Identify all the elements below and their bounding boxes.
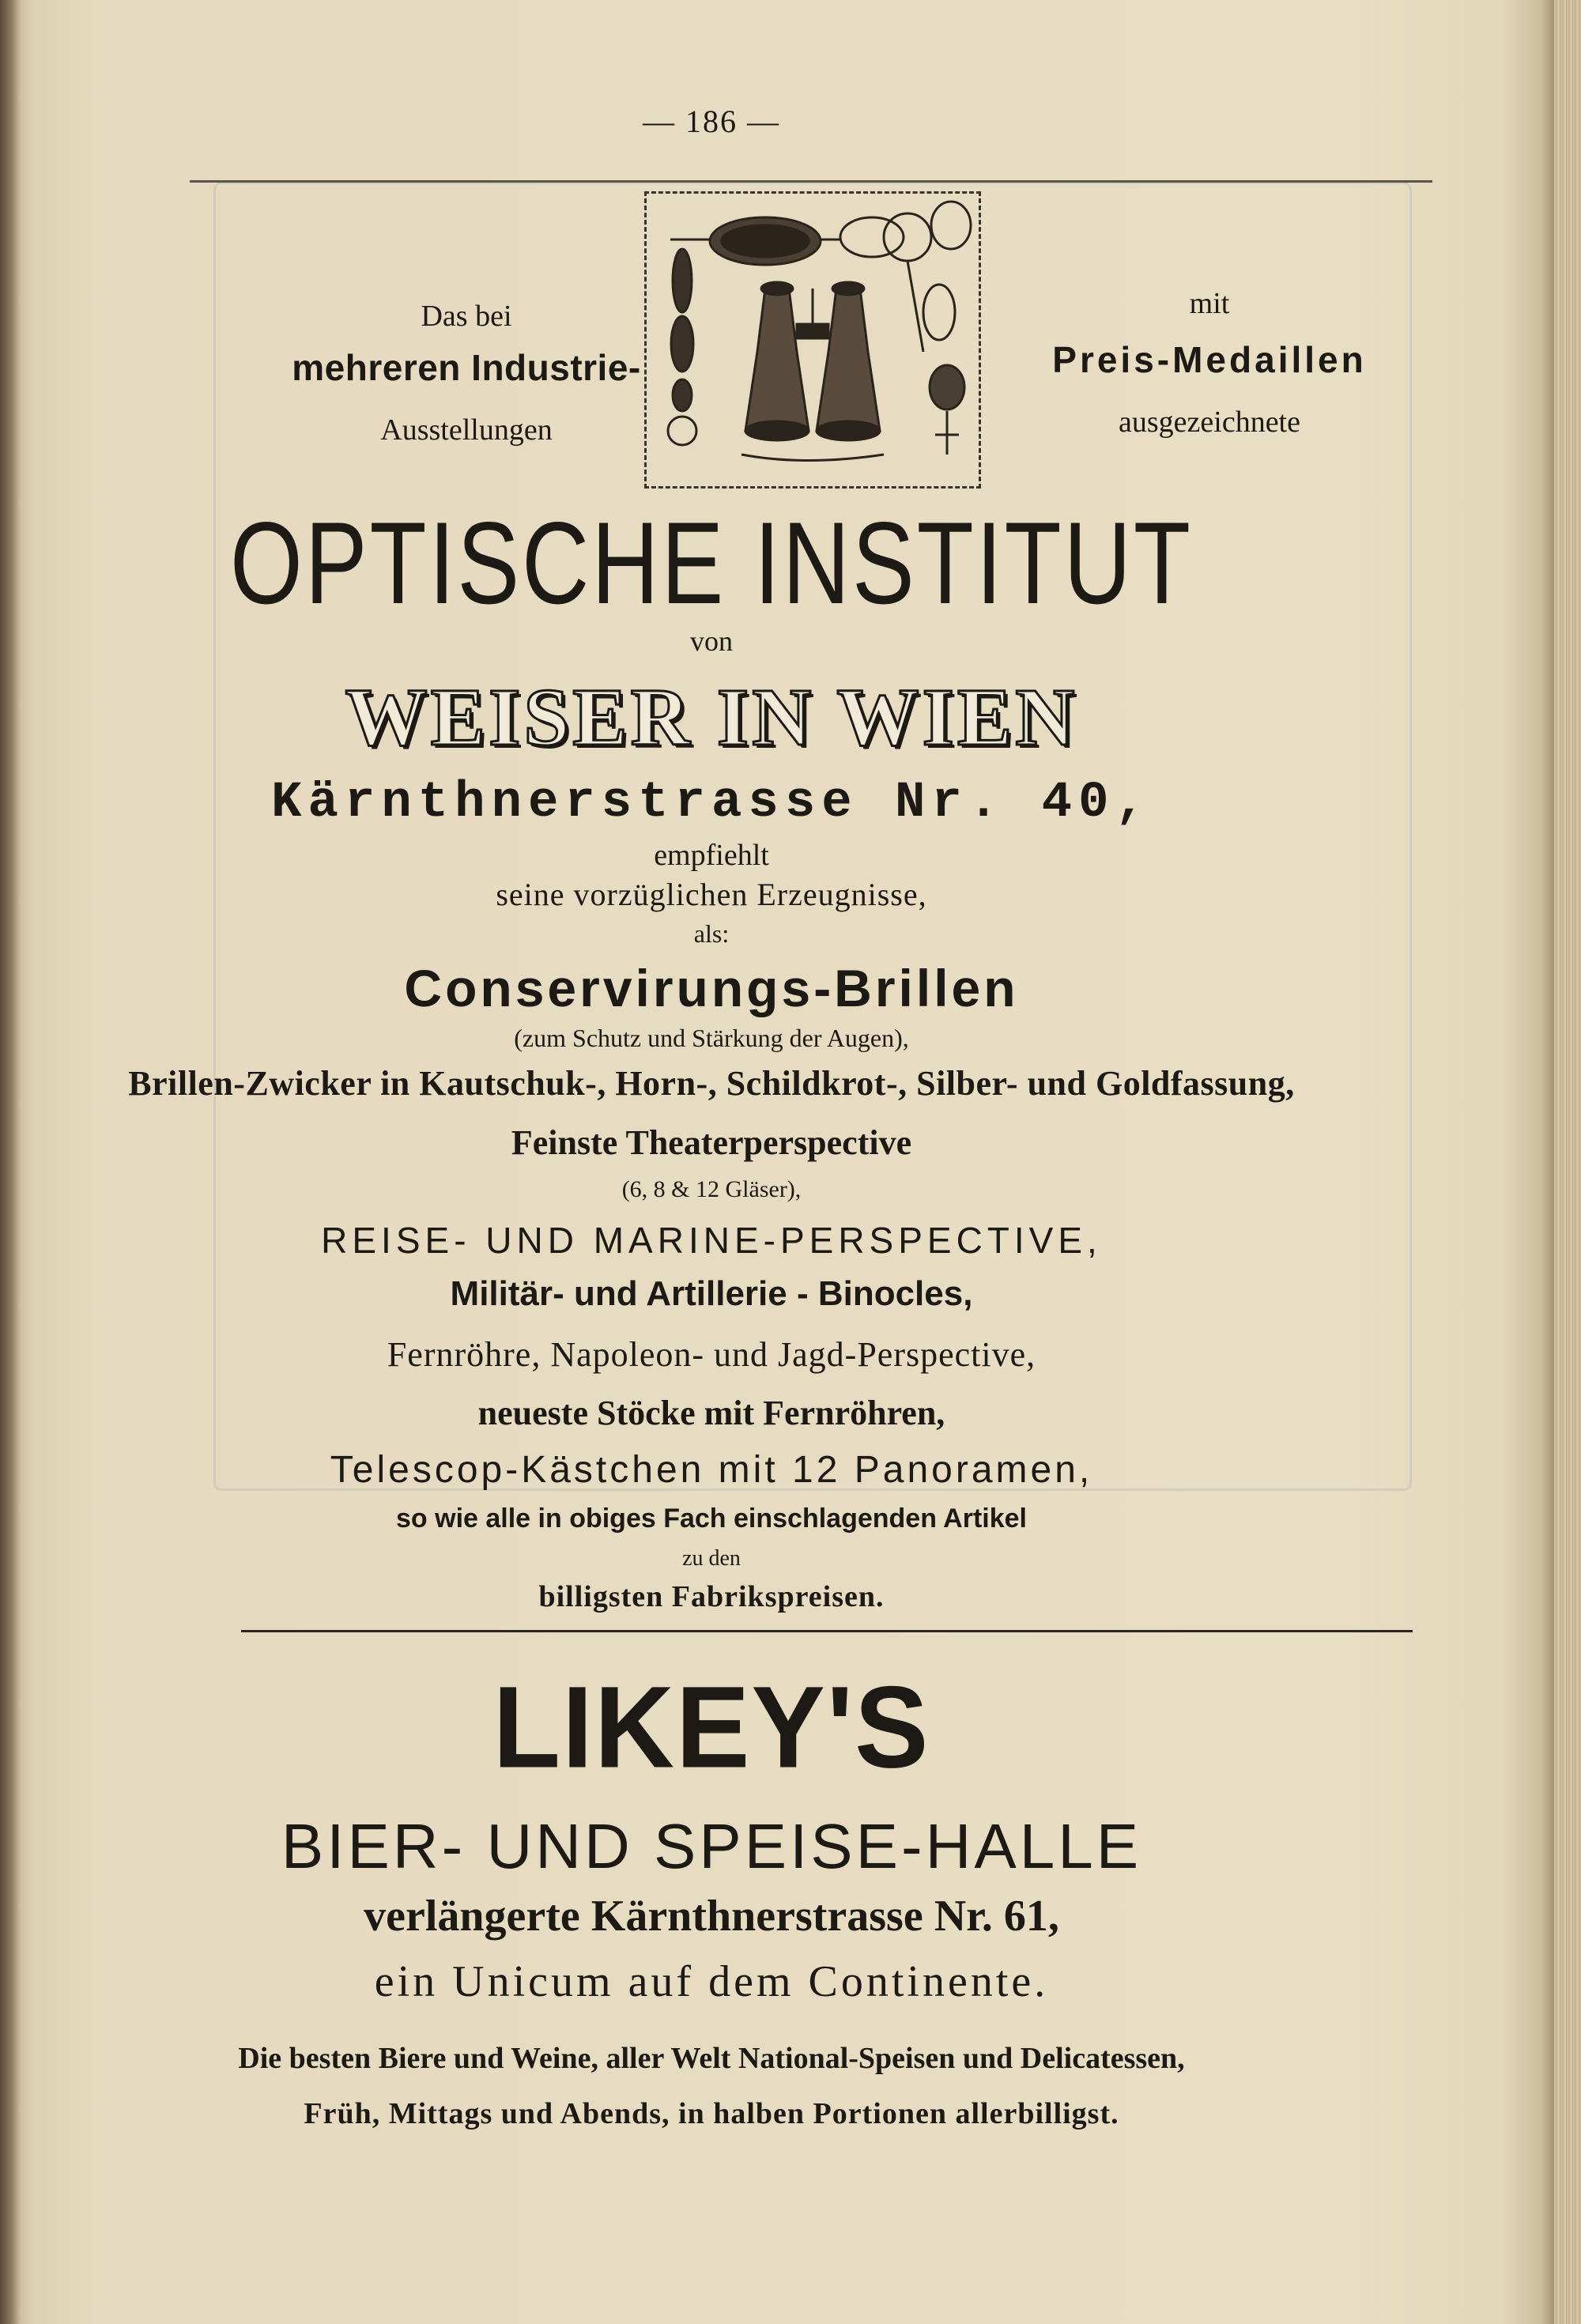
product-note: (zum Schutz und Stärkung der Augen), xyxy=(514,1024,909,1052)
glaser-line: (6, 8 & 12 Gläser), xyxy=(621,1176,802,1202)
likey-besten: Die besten Biere und Weine, aller Welt National-Speisen und Delicatessen, xyxy=(238,2042,1185,2075)
reise-line: REISE- UND MARINE-PERSPECTIVE, xyxy=(321,1220,1102,1261)
telescop-line: Telescop-Kästchen mit 12 Panoramen, xyxy=(330,1449,1093,1491)
stocke-line: neueste Stöcke mit Fernröhren, xyxy=(477,1394,945,1432)
billigsten-line: billigsten Fabrikspreisen. xyxy=(538,1580,885,1613)
likey-fruh: Früh, Mittags und Abends, in halben Portionen allerbilligst. xyxy=(304,2097,1119,2130)
optische-title: OPTISCHE INSTITUT xyxy=(230,498,1193,629)
top-rule xyxy=(190,180,1432,183)
seine-text: seine vorzüglichen Erzeugnisse, xyxy=(496,877,927,912)
brillen-line: Brillen-Zwicker in Kautschuk-, Horn-, Schildkrot-, Silber- und Goldfassung, xyxy=(128,1064,1295,1103)
binoculars-illustration xyxy=(644,191,981,489)
firm-name: WEISER IN WIEN xyxy=(345,672,1078,763)
right-blurb-2: Preis-Medaillen xyxy=(1052,339,1367,380)
militar-line: Militär- und Artillerie - Binocles, xyxy=(450,1274,973,1313)
product-main: Conservirungs-Brillen xyxy=(404,959,1019,1017)
theater-line: Feinste Theaterperspective xyxy=(511,1123,912,1162)
likey-unicum: ein Unicum auf dem Continente. xyxy=(374,1957,1049,2006)
likey-name: LIKEY'S xyxy=(492,1662,930,1792)
page-number: — 186 — xyxy=(643,104,780,139)
right-blurb-3: ausgezeichnete xyxy=(1119,406,1300,439)
so-wie-line: so wie alle in obiges Fach einschlagenden Artikel xyxy=(396,1503,1027,1534)
left-blurb-1: Das bei xyxy=(421,300,512,333)
likey-hall: BIER- UND SPEISE-HALLE xyxy=(281,1811,1142,1881)
section-divider xyxy=(241,1630,1413,1632)
likey-address: verlängerte Kärnthnerstrasse Nr. 61, xyxy=(364,1892,1059,1941)
empfiehlt-text: empfiehlt xyxy=(654,839,769,872)
als-text: als: xyxy=(693,919,730,948)
left-blurb-2: mehreren Industrie- xyxy=(292,347,641,388)
von-text: von xyxy=(690,625,733,657)
right-blurb-1: mit xyxy=(1189,287,1230,320)
binoculars-icon xyxy=(647,194,979,486)
fernrohre-line: Fernröhre, Napoleon- und Jagd-Perspective, xyxy=(387,1335,1036,1374)
optische-address: Kärnthnerstrasse Nr. 40, xyxy=(271,775,1152,832)
zu-den-line: zu den xyxy=(682,1546,741,1571)
left-blurb-3: Ausstellungen xyxy=(380,413,553,447)
